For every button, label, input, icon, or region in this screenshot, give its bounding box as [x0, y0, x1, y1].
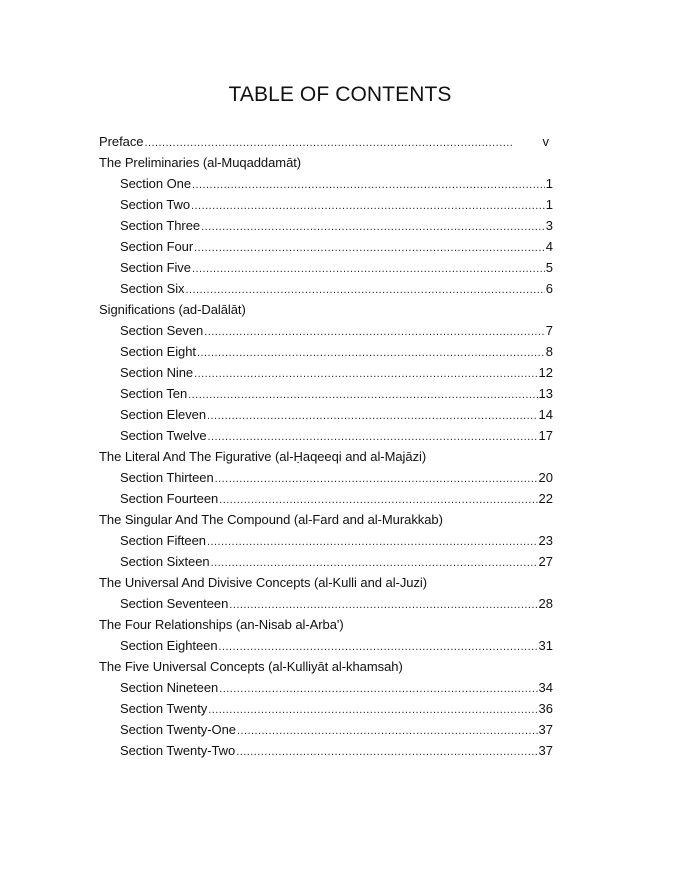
- page-number: 34: [538, 680, 553, 695]
- toc-entry[interactable]: [99, 341, 553, 362]
- toc-entry[interactable]: [99, 404, 553, 425]
- toc-entry[interactable]: [99, 215, 553, 236]
- dot-leader: [192, 175, 545, 196]
- page-number: 13: [538, 386, 553, 401]
- toc-entry[interactable]: [99, 236, 553, 257]
- toc-entry[interactable]: [99, 257, 553, 278]
- dot-leader: [219, 637, 538, 658]
- toc-entry-label: Section Fourteen: [120, 491, 219, 506]
- page-number: 37: [538, 722, 553, 737]
- dot-leader: [229, 595, 537, 616]
- dot-leader: [208, 427, 538, 448]
- dot-leader: [204, 322, 545, 343]
- page-number: 1: [545, 197, 553, 212]
- toc-entry-label: Section Six: [120, 281, 185, 296]
- page-number: v: [542, 134, 549, 149]
- toc-heading: [99, 572, 553, 593]
- toc-entry[interactable]: [99, 383, 553, 404]
- toc-entry-label: Section Thirteen: [120, 470, 214, 485]
- dot-leader: [236, 742, 537, 763]
- toc-heading: [99, 656, 553, 677]
- toc-entry-label: Section Ten: [120, 386, 188, 401]
- dot-leader: [219, 679, 537, 700]
- toc-entry[interactable]: [99, 362, 553, 383]
- toc-entry-label: Section Twenty-One: [120, 722, 236, 737]
- toc-entry-label: Section Four: [120, 239, 194, 254]
- toc-entry[interactable]: [99, 530, 553, 551]
- toc-entry-label: Section Eighteen: [120, 638, 218, 653]
- toc-entry-label: Section Five: [120, 260, 191, 275]
- page-number: 3: [545, 218, 553, 233]
- page-number: 27: [538, 554, 553, 569]
- dot-leader: [201, 217, 545, 238]
- page-number: 22: [538, 491, 553, 506]
- toc-entry-label: Section Twenty: [120, 701, 208, 716]
- dot-leader: [197, 343, 545, 364]
- toc-entry[interactable]: [99, 425, 553, 446]
- dot-leader: [192, 259, 545, 280]
- dot-leader: [194, 238, 545, 259]
- page-number: 31: [538, 638, 553, 653]
- page-number: 6: [545, 281, 553, 296]
- page-number: 23: [538, 533, 553, 548]
- toc-entry-label: Section Seventeen: [120, 596, 229, 611]
- toc-heading: [99, 509, 553, 530]
- toc-entry-label: Section Three: [120, 218, 201, 233]
- toc-entry-label: Section Two: [120, 197, 191, 212]
- toc-entry-label: Section Sixteen: [120, 554, 210, 569]
- toc-heading[interactable]: [99, 131, 549, 152]
- toc-entry-label: Section Eleven: [120, 407, 207, 422]
- toc-heading: [99, 152, 553, 173]
- toc-heading-label: Significations (ad-Dalālāt): [99, 302, 246, 317]
- page-number: 20: [538, 470, 553, 485]
- toc-heading-label: The Singular And The Compound (al-Fard and al-Murakkab): [99, 512, 443, 527]
- page-number: 14: [538, 407, 553, 422]
- dot-leader: [207, 532, 538, 553]
- toc-heading-label: Preface: [99, 134, 144, 149]
- toc-entry-label: Section Seven: [120, 323, 204, 338]
- dot-leader: [207, 406, 538, 427]
- dot-leader: [185, 280, 544, 301]
- toc-heading-label: The Five Universal Concepts (al-Kulliyāt al-khamsah): [99, 659, 403, 674]
- toc-heading: [99, 299, 553, 320]
- dot-leader: [215, 469, 538, 490]
- toc-entry-label: Section Nineteen: [120, 680, 219, 695]
- toc-entry[interactable]: [99, 740, 553, 761]
- page-number: 37: [538, 743, 553, 758]
- toc-heading-label: The Four Relationships (an-Nisab al-Arba'): [99, 617, 344, 632]
- toc-entry-label: Section Fifteen: [120, 533, 206, 548]
- toc-entry-label: Section Twenty-Two: [120, 743, 236, 758]
- toc-entry-label: Section Nine: [120, 365, 194, 380]
- toc-heading: [99, 614, 553, 635]
- toc-heading-label: The Preliminaries (al-Muqaddamāt): [99, 155, 302, 170]
- toc-entry-label: Section Eight: [120, 344, 196, 359]
- page-number: 1: [545, 176, 553, 191]
- page-number: 5: [545, 260, 553, 275]
- toc-entry[interactable]: [99, 677, 553, 698]
- toc-entry[interactable]: [99, 593, 553, 614]
- toc-entry[interactable]: [99, 173, 553, 194]
- toc-entry[interactable]: [99, 551, 553, 572]
- toc-heading-label: The Literal And The Figurative (al-Ḥaqeeqi and al-Majāzi): [99, 449, 427, 464]
- dot-leader: [211, 553, 538, 574]
- toc-entry[interactable]: [99, 698, 553, 719]
- toc-entry[interactable]: [99, 719, 553, 740]
- dot-leader: [237, 721, 538, 742]
- page-number: 17: [538, 428, 553, 443]
- toc-entry[interactable]: [99, 194, 553, 215]
- page-number: 8: [545, 344, 553, 359]
- dot-leader: [144, 133, 541, 154]
- toc-entry-label: Section One: [120, 176, 191, 191]
- toc-entry[interactable]: [99, 467, 553, 488]
- dot-leader: [191, 196, 545, 217]
- page-number: 4: [545, 239, 553, 254]
- dot-leader: [219, 490, 537, 511]
- toc-heading-label: The Universal And Divisive Concepts (al-Kulli and al-Juzi): [99, 575, 428, 590]
- page-number: 7: [545, 323, 553, 338]
- page-number: 36: [538, 701, 553, 716]
- page-number: 28: [538, 596, 553, 611]
- toc-entry-label: Section Twelve: [120, 428, 207, 443]
- toc-entry[interactable]: [99, 320, 553, 341]
- toc-heading: [99, 446, 553, 467]
- dot-leader: [188, 385, 537, 406]
- dot-leader: [208, 700, 537, 721]
- toc-entry[interactable]: [99, 635, 553, 656]
- dot-leader: [194, 364, 537, 385]
- page-number: 12: [538, 365, 553, 380]
- toc-list: [99, 131, 553, 761]
- page-title: TABLE OF CONTENTS: [228, 83, 452, 106]
- toc-entry[interactable]: [99, 488, 553, 509]
- toc-entry[interactable]: [99, 278, 553, 299]
